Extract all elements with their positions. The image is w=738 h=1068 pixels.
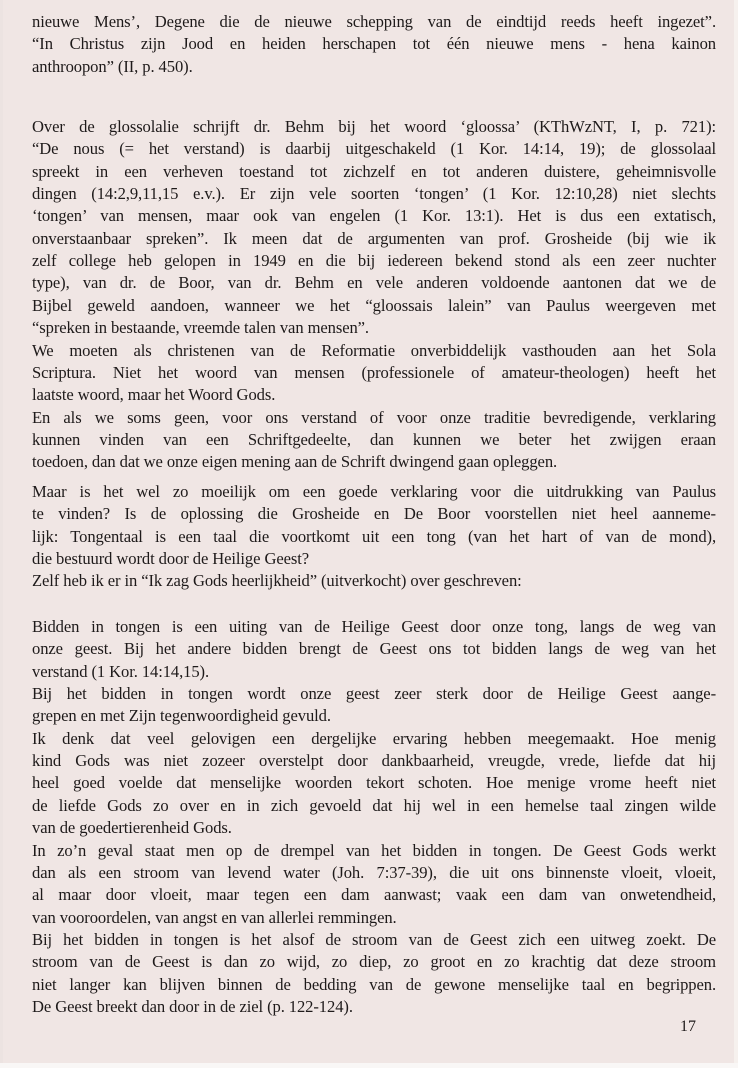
page-number: 17 [680, 1018, 696, 1035]
text-line: toedoen, dan dat we onze eigen mening aan de Schrift dwingend gaan opleggen. [32, 452, 558, 472]
text-line: niet langer kan blijven binnen de bedding van de gewone menselijke taal en begrippen. [32, 974, 716, 994]
text-line: grepen en met Zijn tegenwoordigheid gevuld. [32, 706, 331, 726]
text-line: nieuwe Mens’, Degene die de nieuwe schepping van de eindtijd reeds heeft ingezet”. [32, 12, 716, 31]
text-line: Over de glossolalie schrijft dr. Behm bij het woord ‘gloossa’ (KThWzNT, I, p. 721): [32, 117, 716, 136]
text-line: “De nous (= het verstand) is daarbij uitgeschakeld (1 Kor. 14:14, 19); de glossolaal [32, 139, 716, 159]
scan-edge [0, 1063, 738, 1068]
text-line: Ik denk dat veel gelovigen een dergelijke ervaring hebben meegemaakt. Hoe menig [32, 728, 716, 748]
text-line: onze geest. Bij het andere bidden brengt de Geest ons tot bidden langs de weg van het [32, 639, 716, 659]
text-line: te vinden? Is de oplossing die Grosheide en De Boor voorstellen niet heel aanneme- [32, 504, 716, 524]
text-line: type), van dr. de Boor, van dr. Behm en vele anderen voldoende aantonen dat we de [32, 273, 716, 293]
text-line: Bidden in tongen is een uiting van de Heilige Geest door onze tong, langs de weg van [32, 617, 716, 636]
text-line: al maar door vloeit, maar tegen een dam aanwast; vaak een dam van onwetendheid, [32, 885, 716, 905]
text-line: Scriptura. Niet het woord van mensen (professionele of amateur-theologen) heeft het [32, 362, 716, 382]
text-line: Zelf heb ik er in “Ik zag Gods heerlijkheid” (uitverkocht) over geschreven: [32, 571, 522, 591]
text-line: ‘tongen’ van mensen, maar ook van engelen (1 Kor. 13:1). Het is dus een extatisch, [32, 206, 716, 226]
text-line: zelf college heb gelopen in 1949 en die bij iedereen bekend stond als een zeer nuchter [32, 251, 716, 271]
text-line: We moeten als christenen van de Reformatie onverbiddelijk vasthouden aan het Sola [32, 340, 716, 360]
text-line: “spreken in bestaande, vreemde talen van mensen”. [32, 318, 369, 338]
text-line: van de goedertierenheid Gods. [32, 818, 232, 838]
text-line: de liefde Gods zo over en in zich gevoeld dat hij wel in een hemelse taal zingen wilde [32, 795, 716, 815]
text-line: kunnen vinden van een Schriftgedeelte, dan kunnen we beter het zwijgen eraan [32, 429, 716, 449]
text-line: verstand (1 Kor. 14:14,15). [32, 661, 210, 681]
text-line: anthroopon” (II, p. 450). [32, 56, 193, 76]
text-line: En als we soms geen, voor ons verstand of voor onze traditie bevredigende, verklaring [32, 407, 716, 427]
text-line: onverstaanbaar spreken”. Ik meen dat de argumenten van prof. Grosheide (bij wie ik [32, 228, 716, 248]
text-line: “In Christus zijn Jood en heiden herschapen tot één nieuwe mens - hena kainon [32, 34, 716, 54]
text-line: dingen (14:2,9,11,15 e.v.). Er zijn vele soorten ‘tongen’ (1 Kor. 12:10,28) niet slechts [32, 184, 716, 204]
text-line: Bij het bidden in tongen wordt onze geest zeer sterk door de Heilige Geest aange- [32, 684, 716, 704]
text-line: van vooroordelen, van angst en van allerlei remmingen. [32, 907, 397, 927]
text-line: In zo’n geval staat men op de drempel van het bidden in tongen. De Geest Gods werkt [32, 840, 716, 860]
text-line: die bestuurd wordt door de Heilige Geest? [32, 549, 309, 569]
text-line: laatste woord, maar het Woord Gods. [32, 385, 276, 405]
text-line: Maar is het wel zo moeilijk om een goede verklaring voor die uitdrukking van Paulus [32, 482, 716, 501]
text-line: spreekt in een verheven toestand tot zichzelf en tot anderen duistere, geheimnisvolle [32, 161, 716, 181]
text-line: Bij het bidden in tongen is het alsof de stroom van de Geest zich een uitweg zoekt. De [32, 929, 716, 949]
text-line: dan als een stroom van levend water (Joh. 7:37-39), die uit ons binnenste vloeit, vloeit, [32, 862, 716, 882]
text-line: heel goed voelde dat menselijke woorden tekort schoten. Hoe menige vrome heeft niet [32, 773, 716, 793]
text-line: kind Gods was niet zozeer overstelpt door dankbaarheid, vreugde, vrede, liefde dat hij [32, 751, 716, 771]
text-line: stroom van de Geest is dan zo wijd, zo diep, zo groot en zo krachtig dat deze stroom [32, 952, 716, 972]
text-line: De Geest breekt dan door in de ziel (p. 122-124). [32, 996, 353, 1016]
text-line: lijk: Tongentaal is een taal die voortkomt uit een tong (van het hart of van de mond), [32, 526, 716, 546]
text-line: Bijbel geweld aandoen, wanneer we het “gloossais lalein” van Paulus weergeven met [32, 295, 716, 315]
